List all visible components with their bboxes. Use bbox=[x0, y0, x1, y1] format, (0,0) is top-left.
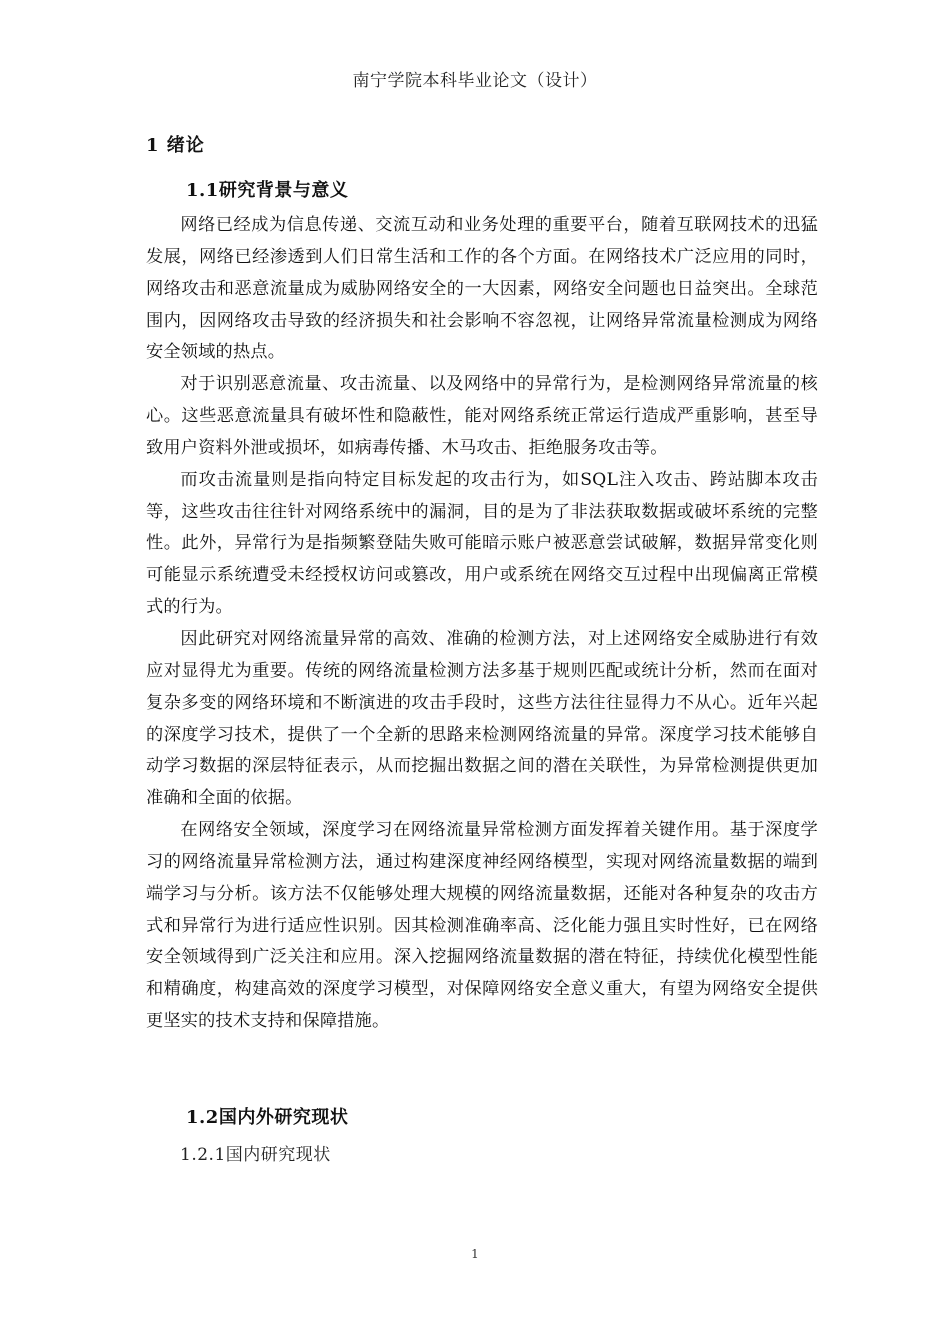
paragraph: 而攻击流量则是指向特定目标发起的攻击行为，如SQL注入攻击、跨站脚本攻击等，这些攻击往往针对网络系统中的漏洞，目的是为了非法获取数据或破坏系统的完整性。此外，异常行为是指频繁登陆失败可能暗示账户被恶意尝试破解，数据异常变化则可能显示系统遭受未经授权访问或篡改，用户或系统在网络交互过程中出现偏离正常模式的行为。 bbox=[146, 469, 818, 618]
subsection-title-1-2-1: 1.2.1国内研究现状 bbox=[180, 1145, 331, 1165]
section-title-1-2: 1.2国内外研究现状 bbox=[186, 1107, 349, 1128]
paragraph: 因此研究对网络流量异常的高效、准确的检测方法，对上述网络安全威胁进行有效应对显得尤为重要。传统的网络流量检测方法多基于规则匹配或统计分析，然而在面对复杂多变的网络环境和不断演进的攻击手段时，这些方法往往显得力不从心。近年兴起的深度学习技术，提供了一个全新的思路来检测网络流量的异常。深度学习技术能够自动学习数据的深层特征表示，从而挖掘出数据之间的潜在关联性，为异常检测提供更加准确和全面的依据。 bbox=[146, 628, 818, 809]
page-number: 1 bbox=[471, 1247, 479, 1261]
section-title-1-1: 1.1研究背景与意义 bbox=[186, 180, 349, 201]
running-header: 南宁学院本科毕业论文（设计） bbox=[352, 71, 598, 91]
paragraph: 网络已经成为信息传递、交流互动和业务处理的重要平台，随着互联网技术的迅猛发展，网络已经渗透到人们日常生活和工作的各个方面。在网络技术广泛应用的同时，网络攻击和恶意流量成为威胁网络安全的一大因素，网络安全问题也日益突出。全球范围内，因网络攻击导致的经济损失和社会影响不容忽视，让网络异常流量检测成为网络安全领域的热点。 bbox=[146, 215, 818, 363]
section-1-1-body bbox=[146, 210, 818, 1038]
chapter-title: 1 绪论 bbox=[146, 135, 205, 156]
paragraph: 在网络安全领域，深度学习在网络流量异常检测方面发挥着关键作用。基于深度学习的网络流量异常检测方法，通过构建深度神经网络模型，实现对网络流量数据的端到端学习与分析。该方法不仅能够处理大规模的网络流量数据，还能对各种复杂的攻击方式和异常行为进行适应性识别。因其检测准确率高、泛化能力强且实时性好，已在网络安全领域得到广泛关注和应用。深入挖掘网络流量数据的潜在特征，持续优化模型性能和精确度，构建高效的深度学习模型，对保障网络安全意义重大，有望为网络安全提供更坚实的技术支持和保障措施。 bbox=[146, 820, 818, 1032]
paragraph: 对于识别恶意流量、攻击流量、以及网络中的异常行为，是检测网络异常流量的核心。这些恶意流量具有破坏性和隐蔽性，能对网络系统正常运行造成严重影响，甚至导致用户资料外泄或损坏，如病毒传播、木马攻击、拒绝服务攻击等。 bbox=[146, 374, 818, 458]
